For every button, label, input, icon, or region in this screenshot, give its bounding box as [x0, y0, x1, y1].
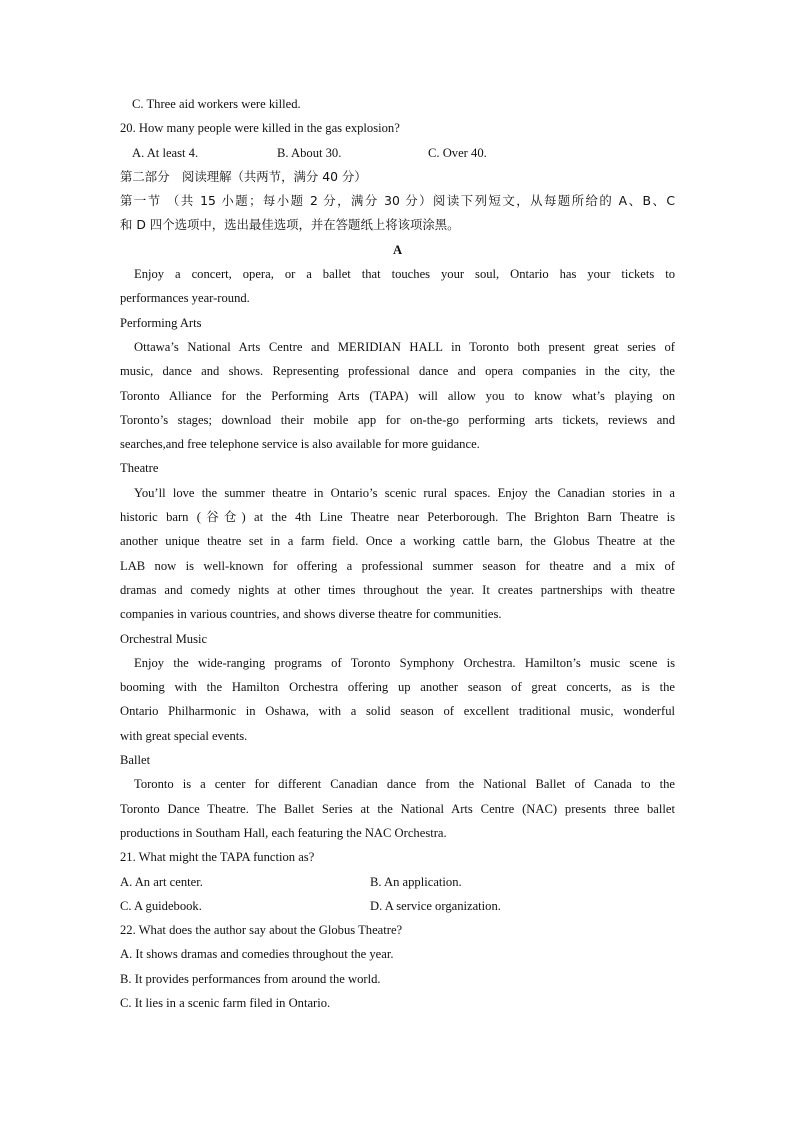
paragraph-line: with great special events. — [120, 728, 248, 743]
paragraph-line: LAB now is well-known for offering a professional summer season for theatre and a mix of — [120, 558, 675, 573]
ballet-paragraph — [120, 772, 675, 845]
q21-options-row1 — [120, 870, 675, 894]
paragraph-line: You’ll love the summer theatre in Ontario’s scenic rural spaces. Enjoy the Canadian stories in a — [134, 485, 675, 500]
q20-options — [120, 141, 675, 165]
paragraph-line: Toronto is a center for different Canadian dance from the National Ballet of Canada to the — [134, 777, 675, 792]
paragraph-line: music, dance and shows. Representing professional dance and opera companies in the city, the — [120, 364, 675, 379]
paragraph-line: productions in Southam Hall, each featuring the NAC Orchestra. — [120, 825, 447, 840]
orchestral-paragraph — [120, 651, 675, 748]
q21-option-c: C. A guidebook. — [120, 898, 202, 913]
q22-stem: 22. What does the author say about the Globus Theatre? — [120, 923, 403, 938]
paragraph-line: companies in various countries, and shows diverse theatre for communities. — [120, 607, 502, 622]
q20-option-b: B. About 30. — [277, 145, 342, 160]
section1-instructions-line2: 和 D 四个选项中，选出最佳选项，并在答题纸上将该项涂黑。 — [120, 217, 460, 233]
q22-option-a: A. It shows dramas and comedies throughout the year. — [120, 947, 394, 962]
q22-option-b: B. It provides performances from around the world. — [120, 971, 381, 986]
paragraph-line: Ontario Philharmonic in Oshawa, with a solid season of excellent traditional music, wonderful — [120, 704, 675, 719]
paragraph-line: Ottawa’s National Arts Centre and MERIDIAN HALL in Toronto both present great series of — [134, 339, 675, 354]
part2-heading: 第二部分 阅读理解（共两节，满分 40 分） — [120, 168, 367, 184]
passage-letter: A — [392, 242, 403, 257]
intro-line: performances year-round. — [120, 291, 250, 306]
q19-option-c: C. Three aid workers were killed. — [132, 97, 301, 111]
q21-options-row2 — [120, 894, 675, 918]
performing-arts-paragraph — [120, 335, 675, 456]
section-heading-performing-arts: Performing Arts — [120, 315, 202, 330]
q21-stem: 21. What might the TAPA function as? — [120, 850, 315, 865]
section-heading-orchestral-music: Orchestral Music — [120, 631, 208, 646]
q21-option-a: A. An art center. — [120, 874, 203, 889]
paragraph-line: dramas and comedy nights at other times throughout the year. It creates partnerships with theatre — [120, 582, 675, 597]
q20-stem: 20. How many people were killed in the gas explosion? — [120, 121, 400, 136]
paragraph-line: booming with the Hamilton Orchestra offering up another season of great concerts, as is the — [120, 680, 675, 695]
paragraph-line: searches,and free telephone service is also available for more guidance. — [120, 437, 480, 452]
q22-option-c: C. It lies in a scenic farm filed in Ontario. — [120, 995, 331, 1010]
paragraph-line: another unique theatre set in a farm field. Once a working cattle barn, the Globus Theatre at the — [120, 534, 675, 549]
q20-option-c: C. Over 40. — [428, 145, 487, 160]
paragraph-line: historic barn (谷仓) at the 4th Line Theatre near Peterborough. The Brighton Barn Theatre is — [120, 510, 675, 525]
paragraph-line: Toronto’s stages; download their mobile app for on-the-go performing arts tickets, reviews and — [120, 412, 675, 427]
section1-instructions-line1: 第一节 （共 15 小题；每小题 2 分，满分 30 分）阅读下列短文，从每题所给的 A、B、C — [120, 193, 675, 209]
q21-option-d: D. A service organization. — [370, 898, 501, 913]
paragraph-line: Enjoy the wide-ranging programs of Toronto Symphony Orchestra. Hamilton’s music scene is — [134, 655, 675, 670]
section-heading-theatre: Theatre — [120, 461, 159, 476]
q20-option-a: A. At least 4. — [132, 145, 199, 160]
theatre-paragraph — [120, 481, 675, 627]
section-heading-ballet: Ballet — [120, 753, 151, 768]
page-content — [120, 92, 675, 1015]
intro-line: Enjoy a concert, opera, or a ballet that touches your soul, Ontario has your tickets to — [134, 267, 675, 282]
q21-option-b: B. An application. — [370, 874, 462, 889]
intro-paragraph — [120, 262, 675, 311]
paragraph-line: Toronto Alliance for the Performing Arts (TAPA) will allow you to know what’s playing on — [120, 388, 675, 403]
paragraph-line: Toronto Dance Theatre. The Ballet Series at the National Arts Centre (NAC) presents three ballet — [120, 801, 675, 816]
